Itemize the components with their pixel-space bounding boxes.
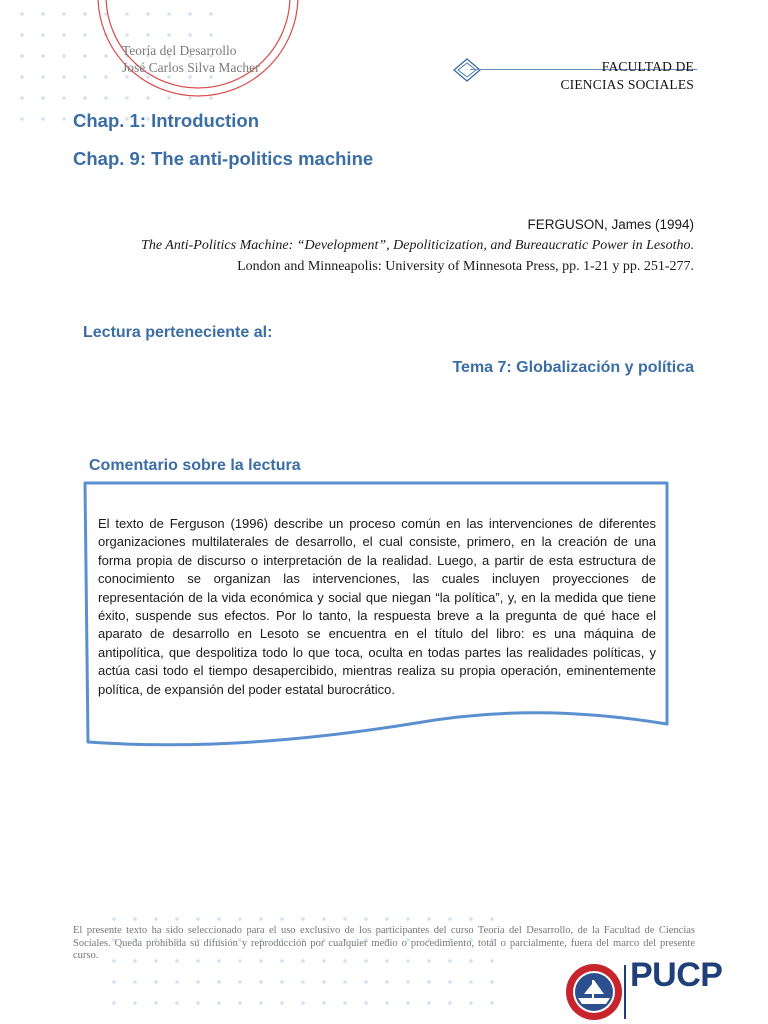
citation-title: The Anti-Politics Machine: “Development”, Depoliticization, and Bureaucratic Power in Lesotho.	[141, 238, 694, 253]
reading-topic: Tema 7: Globalización y política	[452, 359, 694, 376]
logo-divider	[624, 965, 626, 1019]
faculty-line2: CIENCIAS SOCIALES	[560, 77, 694, 92]
citation-publisher: London and Minneapolis: University of Minnesota Press, pp. 1-21 y pp. 251-277.	[237, 259, 694, 274]
diamond-icon	[452, 58, 482, 82]
citation-author: FERGUSON, James (1994)	[527, 217, 694, 232]
citation	[141, 214, 694, 277]
chapter-title-2: Chap. 9: The anti-politics machine	[73, 148, 374, 169]
course-author: José Carlos Silva Macher	[122, 60, 260, 75]
comment-heading: Comentario sobre la lectura	[89, 457, 301, 474]
faculty-line1: FACULTAD DE	[601, 59, 694, 74]
faculty-info	[560, 58, 694, 94]
course-info	[122, 42, 260, 76]
copyright-notice: El presente texto ha sido seleccionado para el uso exclusivo de los participantes del curso Teoría del Desarrollo, de la Facultad de Ciencias Sociales. Queda prohibida su difusión y reproducción por cualquier medio o procedimiento, total o parcialmente, fuera del marco del presente curso.	[73, 925, 695, 961]
pucp-seal-logo	[564, 962, 624, 1022]
pucp-wordmark: PUCP	[630, 956, 723, 994]
chapter-title-1: Chap. 1: Introduction	[73, 110, 260, 131]
course-name: Teoría del Desarrollo	[122, 43, 237, 58]
reading-label: Lectura perteneciente al:	[83, 324, 273, 341]
comment-body: El texto de Ferguson (1996) describe un proceso común en las intervenciones de diferentes organizaciones multilaterales de desarrollo, el cual consiste, primero, en la creación de una forma propia de discurso o interpretación de la realidad. Luego, a partir de esta estructura de conocimiento se organizan las intervenciones, las cuales incluyen proyecciones de representación de la vida económica y social que niegan “la política”, y, en la medida que tiene éxito, suspende sus efectos. Por lo tanto, la respuesta breve a la pregunta de qué hace el aparato de desarrollo en Lesoto se encuentra en el título del libro: es una máquina de antipolítica, que despolitiza todo lo que toca, oculta en todas partes las realidades políticas, y actúa casi todo el tiempo desapercibido, mientras realiza su propia operación, eminentemente política, de expansión del poder estatal burocrático.	[98, 516, 656, 697]
